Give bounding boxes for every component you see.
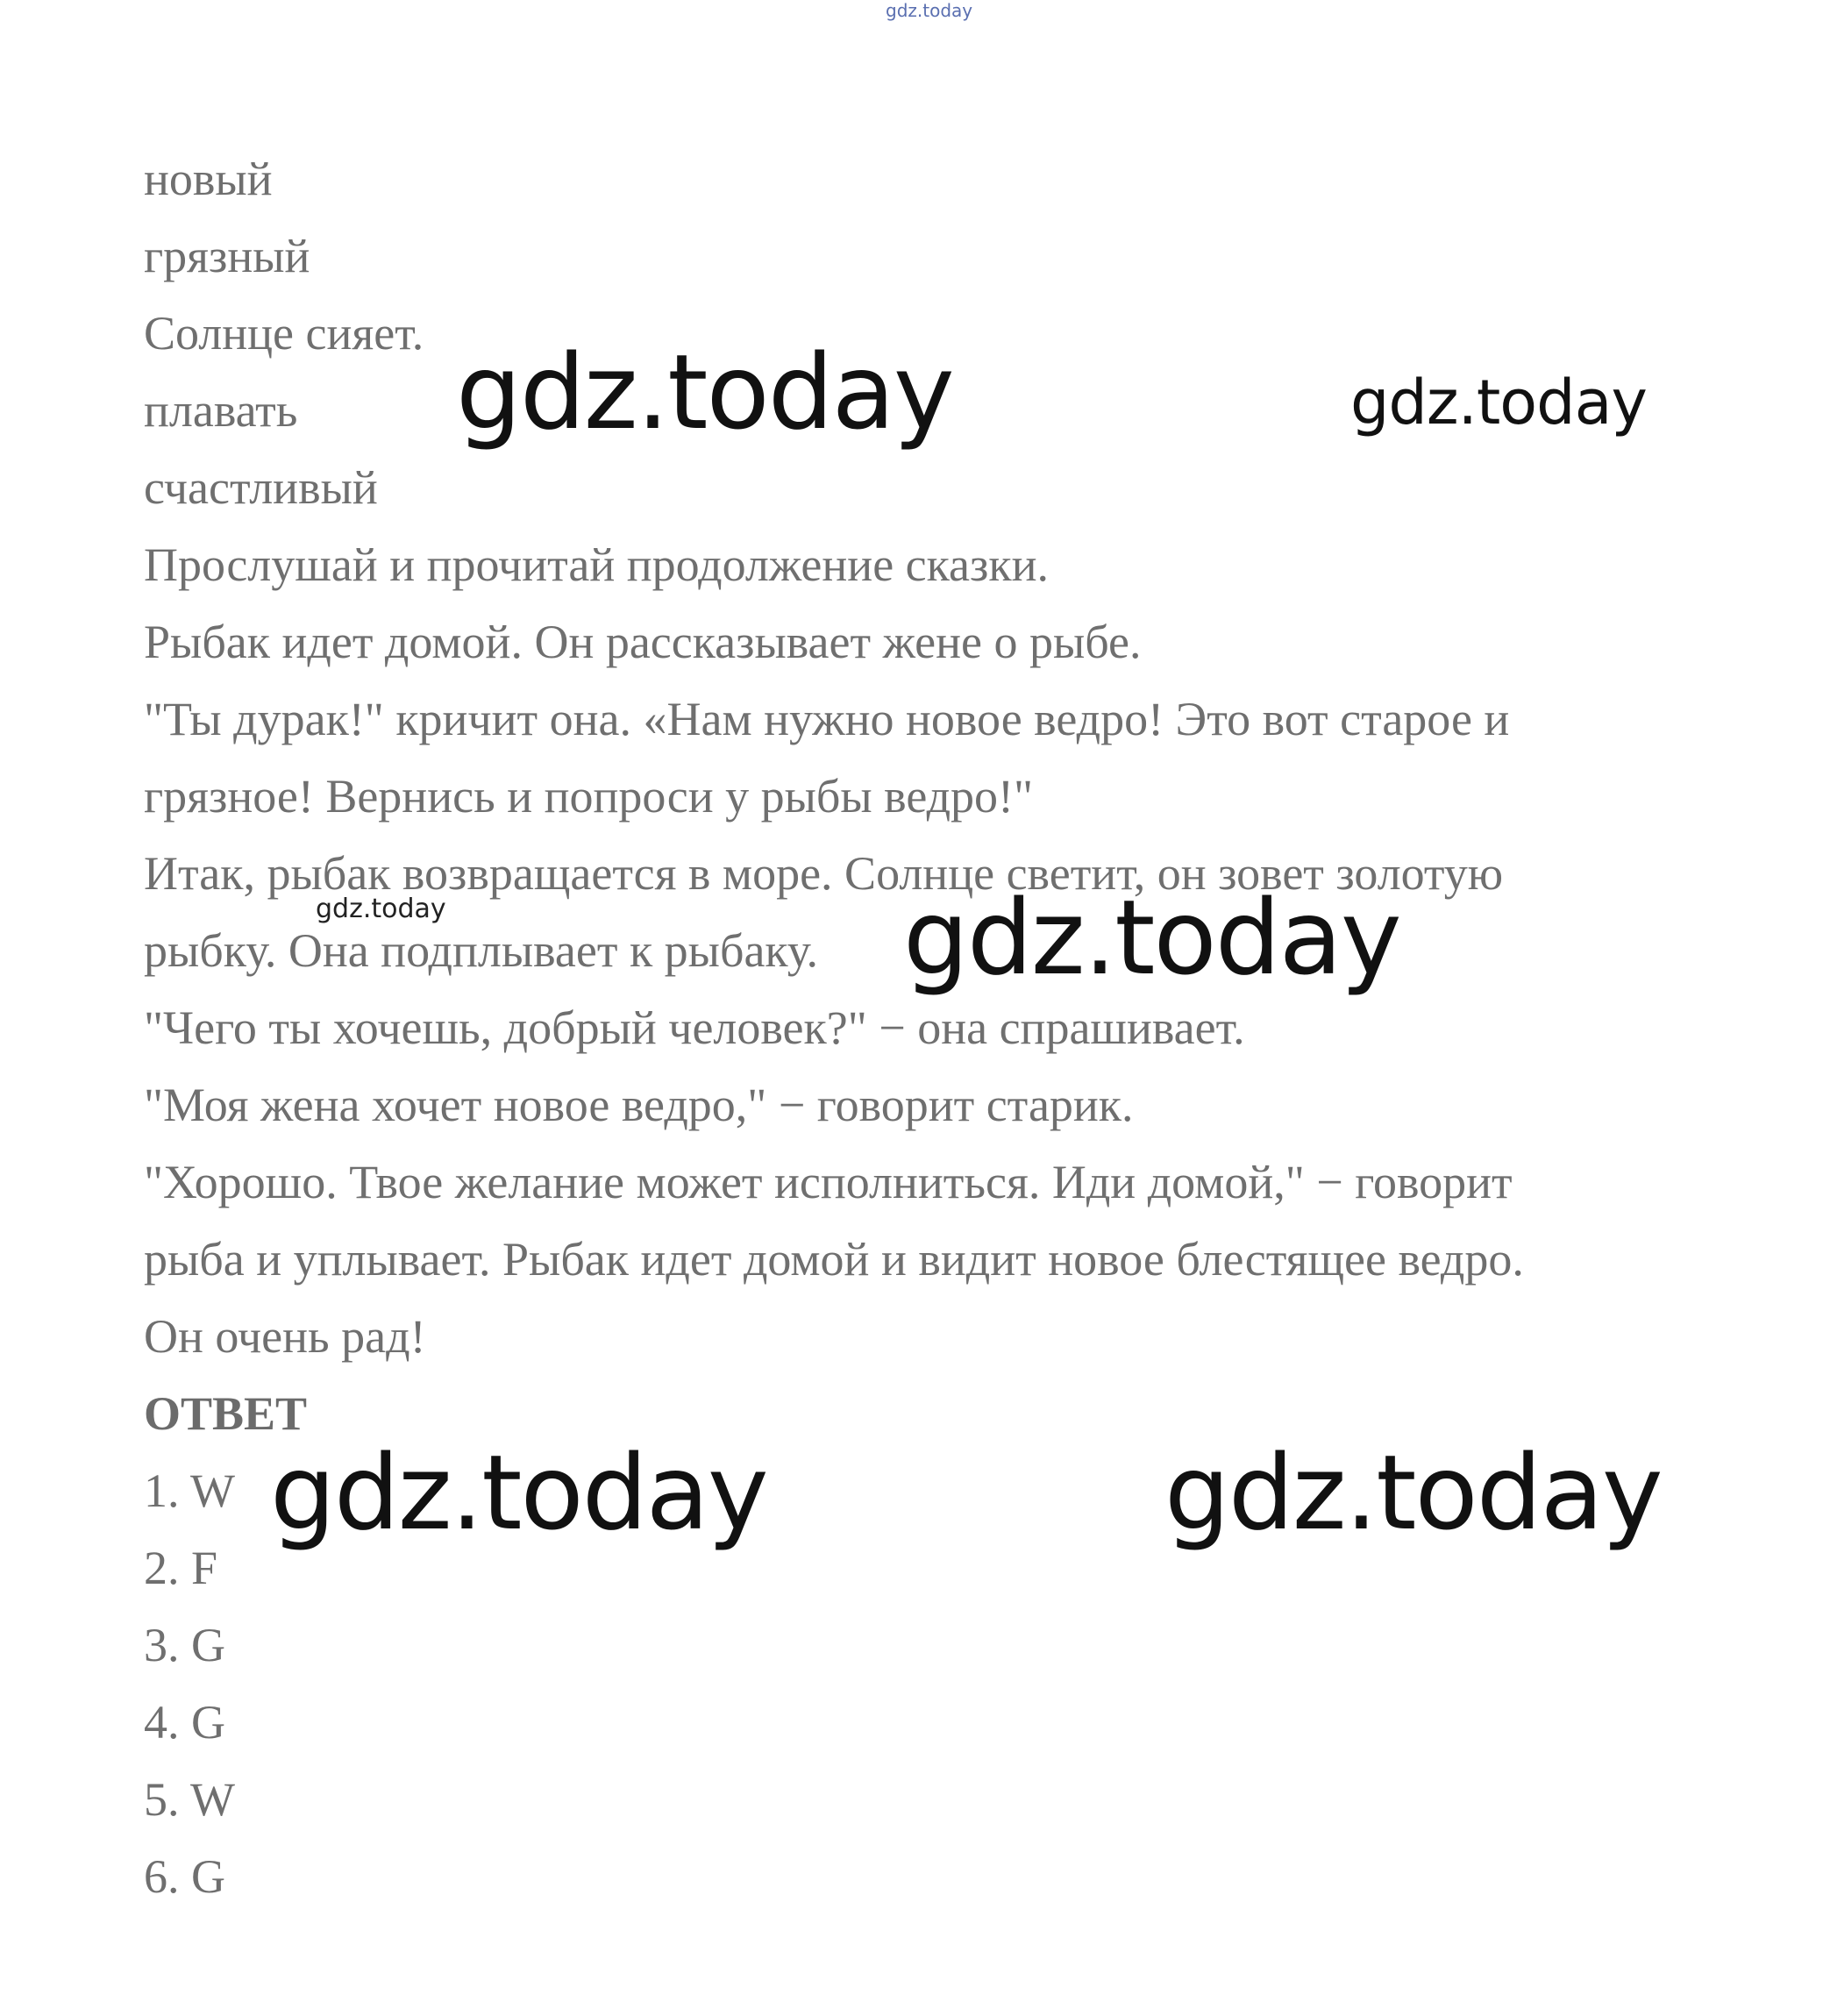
answer-item: 2. F [144,1542,218,1594]
watermark: gdz.today [456,331,953,452]
watermark: gdz.today [316,894,446,924]
text-line: "Ты дурак!" кричит она. «Нам нужно новое ведро! Это вот старое и [144,693,1510,745]
answer-item: 6. G [144,1850,225,1903]
watermark: gdz.today [1350,367,1647,438]
watermark-top: gdz.today [886,0,973,21]
text-line: Итак, рыбак возвращается в море. Солнце светит, он зовет золотую [144,847,1504,900]
watermark: gdz.today [270,1432,767,1553]
text-line: Рыбак идет домой. Он рассказывает жене о рыбе. [144,616,1142,668]
watermark: gdz.today [1164,1432,1662,1553]
answer-item: 3. G [144,1619,225,1671]
answer-item: 1. W [144,1464,235,1517]
text-line: рыба и уплывает. Рыбак идет домой и видит новое блестящее ведро. [144,1233,1524,1286]
text-line: Прослушай и прочитай продолжение сказки. [144,538,1049,591]
text-line: плавать [144,384,298,437]
answer-item: 5. W [144,1773,235,1826]
text-line: "Чего ты хочешь, добрый человек?" − она спрашивает. [144,1001,1245,1054]
answer-heading: ОТВЕТ [144,1387,308,1440]
text-line: грязное! Вернись и попроси у рыбы ведро!" [144,770,1034,823]
text-line: Он очень рад! [144,1310,426,1363]
text-line: грязный [144,230,310,282]
text-line: новый [144,153,273,205]
text-line: Солнце сияет. [144,307,424,360]
text-line: "Моя жена хочет новое ведро," − говорит старик. [144,1079,1134,1131]
watermark: gdz.today [903,877,1400,998]
answer-item: 4. G [144,1696,225,1749]
text-line: счастливый [144,461,378,514]
text-line: рыбку. Она подплывает к рыбаку. [144,924,818,977]
text-line: "Хорошо. Твое желание может исполниться. Иди домой," − говорит [144,1156,1513,1208]
